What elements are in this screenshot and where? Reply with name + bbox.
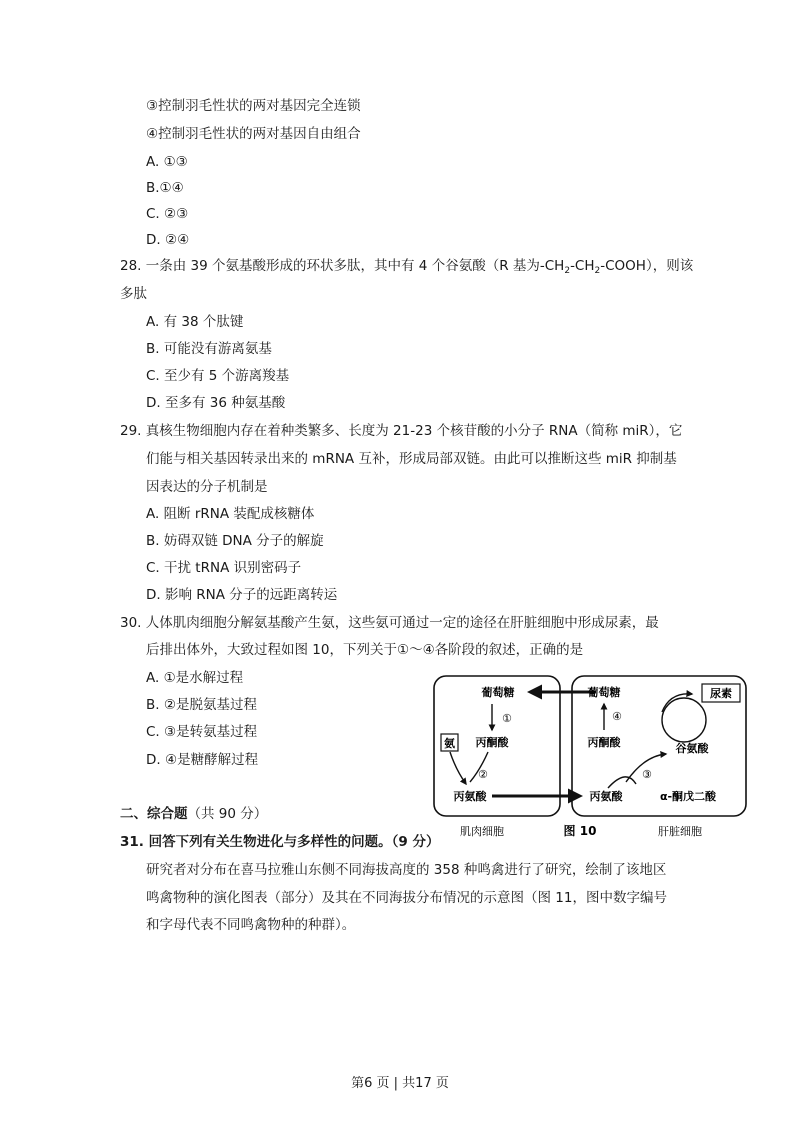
q27-statement-4: ④控制羽毛性状的两对基因自由组合 [146,126,361,142]
q27-option-a: A. ①③ [146,154,188,170]
q27-option-d: D. ②④ [146,232,190,248]
q30-option-b: B. ②是脱氨基过程 [146,697,257,713]
step1-label: ① [502,712,512,725]
q28-stem-line1: 28. 一条由 39 个氨基酸形成的环状多肽，其中有 4 个谷氨酸（R 基为$-CH_2-CH_2-COOH$），则该 [120,258,694,276]
q29-stem-line2: 们能与相关基因转录出来的 mRNA 互补，形成局部双链。由此可以推断这些 miR 抑制基 [146,451,677,467]
liver-pyruvate-label: 丙酮酸 [587,736,621,749]
ketoglutarate-label: α-酮戊二酸 [659,790,717,803]
ammonia-label: 氨 [444,737,455,750]
q30-stem-line1: 30. 人体肌肉细胞分解氨基酸产生氨，这些氨可通过一定的途径在肝脏细胞中形成尿素，最 [120,615,659,631]
q29-option-c: C. 干扰 tRNA 识别密码子 [146,560,302,576]
q27-statement-3: ③控制羽毛性状的两对基因完全连锁 [146,98,361,114]
q28-option-a: A. 有 38 个肽键 [146,314,244,330]
q27-option-c: C. ②③ [146,206,189,222]
q30-option-d: D. ④是糖酵解过程 [146,752,259,768]
liver-alanine-label: 丙氨酸 [589,790,623,803]
liver-glucose-label: 葡萄糖 [587,686,621,699]
step4-label: ④ [612,710,622,723]
q28-stem-line2: 多肽 [120,286,147,302]
q28-option-d: D. 至多有 36 种氨基酸 [146,395,286,411]
q31-text-line2: 鸣禽物种的演化图表（部分）及其在不同海拔分布情况的示意图（图 11，图中数字编号 [146,890,667,906]
liver-cell-caption: 肝脏细胞 [658,825,702,838]
q30-option-c: C. ③是转氨基过程 [146,724,258,740]
figure-10-diagram [430,672,750,842]
q31-text-line3: 和字母代表不同鸣禽物种的种群）。 [146,917,356,933]
q29-option-a: A. 阻断 rRNA 装配成核糖体 [146,506,315,522]
muscle-glucose-label: 葡萄糖 [481,686,515,699]
section-2-heading: 二、综合题（共 90 分） [120,806,268,822]
q31-title: 31. 回答下列有关生物进化与多样性的问题。（9 分） [120,834,440,850]
page-footer: 第6 页 | 共17 页 [351,1076,449,1091]
q29-option-b: B. 妨碍双链 DNA 分子的解旋 [146,533,324,549]
muscle-pyruvate-label: 丙酮酸 [475,736,509,749]
q27-option-b: B.①④ [146,180,184,196]
q31-text-line1: 研究者对分布在喜马拉雅山东侧不同海拔高度的 358 种鸣禽进行了研究，绘制了该地区 [146,862,667,878]
q28-option-b: B. 可能没有游离氨基 [146,341,272,357]
arrow-ammonia [450,752,466,784]
q28-option-c: C. 至少有 5 个游离羧基 [146,368,290,384]
q30-stem-line2: 后排出体外，大致过程如图 10，下列关于①～④各阶段的叙述，正确的是 [146,642,584,658]
muscle-alanine-label: 丙氨酸 [453,790,487,803]
muscle-cell-caption: 肌肉细胞 [460,825,504,838]
glutamate-label: 谷氨酸 [675,742,709,755]
step2-label: ② [478,768,488,781]
q29-stem-line3: 因表达的分子机制是 [146,479,268,495]
q30-option-a: A. ①是水解过程 [146,670,244,686]
urea-label: 尿素 [710,687,732,700]
arrow-step3-b [608,777,636,788]
step3-label: ③ [642,768,652,781]
q29-option-d: D. 影响 RNA 分子的远距离转运 [146,587,338,603]
figure-caption: 图 10 [563,824,597,838]
arrow-urea [662,694,692,712]
urea-cycle [662,698,706,742]
q29-stem-line1: 29. 真核生物细胞内存在着种类繁多、长度为 21-23 个核苷酸的小分子 RNA（简称 miR），它 [120,423,683,439]
